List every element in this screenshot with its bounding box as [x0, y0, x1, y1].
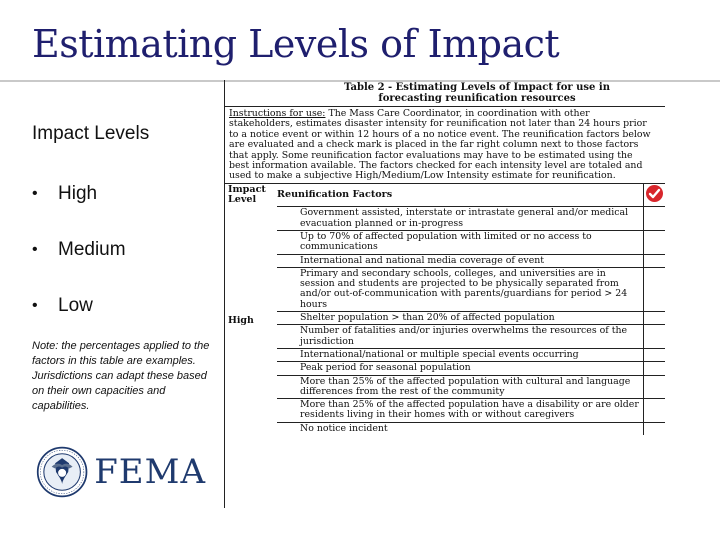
factor-cell: Shelter population > than 20% of affected population: [297, 312, 643, 325]
factor-cell: Number of fatalities and/or injuries overwhelms the resources of the jurisdiction: [297, 325, 643, 349]
check-cell[interactable]: [643, 267, 665, 311]
reunification-factors-table: [225, 184, 665, 435]
bullet-high: [32, 183, 212, 205]
bullet-label: High: [58, 183, 98, 204]
table-row: [225, 362, 665, 375]
check-cell[interactable]: [643, 207, 665, 231]
spacer-cell: [277, 207, 297, 231]
percentages-note: Note: the percentages applied to the factors in this table are examples. Jurisdictions can adapt these based on their own capacities and capabilities.: [32, 340, 210, 412]
table-title: [225, 80, 665, 107]
left-column: [32, 118, 212, 351]
factor-cell: No notice incident: [297, 422, 643, 435]
table-row: [225, 230, 665, 254]
bullet-dot-icon: •: [32, 185, 38, 202]
factor-cell: Peak period for seasonal population: [297, 362, 643, 375]
check-cell[interactable]: [643, 254, 665, 267]
table-title-line: Table 2 - Estimating Levels of Impact for use in: [344, 82, 610, 93]
checkmark-icon: [646, 185, 663, 202]
bullet-dot-icon: •: [32, 241, 38, 258]
table-title-line: forecasting reunification resources: [378, 93, 576, 104]
check-cell[interactable]: [643, 312, 665, 325]
bullet-low: [32, 295, 212, 317]
column-header-reunification-factors: Reunification Factors: [277, 188, 393, 200]
bullet-label: Medium: [58, 239, 126, 260]
dhs-seal-icon: [36, 443, 88, 501]
instructions-lead: Instructions for use:: [229, 108, 326, 119]
impact-levels-heading: Impact Levels: [32, 123, 150, 144]
spacer-cell: [277, 325, 297, 349]
factor-cell: International/national or multiple special events occurring: [297, 348, 643, 361]
table-header-row: [225, 184, 665, 207]
spacer-cell: [277, 267, 297, 311]
spacer-cell: [277, 312, 297, 325]
check-cell[interactable]: [643, 362, 665, 375]
table-row: [225, 312, 665, 325]
spacer-cell: [277, 399, 297, 423]
bullet-dot-icon: •: [32, 297, 38, 314]
spacer-cell: [277, 254, 297, 267]
impact-level-cell: High: [228, 314, 254, 326]
table-row: [225, 375, 665, 399]
impact-table-document: [224, 80, 665, 508]
table-row: [225, 348, 665, 361]
check-cell[interactable]: [643, 230, 665, 254]
instructions-body: The Mass Care Coordinator, in coordination with other stakeholders, estimates disaster intensity for reunification not later than 24 hours prior to a notice event or within 12 hours of a no notice event. The reunification factors below are evaluated and a check mark is placed in the far right column next to those factors that apply. Some reunification factor evaluations may have to be estimated using the best information available. The factors checked for each intensity level are totaled and used to make a subjective High/Medium/Low Intensity estimate for reunification.: [229, 108, 651, 182]
check-cell[interactable]: [643, 325, 665, 349]
fema-wordmark: FEMA: [94, 452, 206, 492]
factor-cell: International and national media coverage of event: [297, 254, 643, 267]
table-row: [225, 207, 665, 231]
check-cell[interactable]: [643, 375, 665, 399]
factor-cell: Primary and secondary schools, colleges, and universities are in session and students are projected to be physically separated from and/or out-of-communication with parents/guardians for period > 24 hours: [297, 267, 643, 311]
spacer-cell: [277, 422, 297, 435]
table-row: [225, 254, 665, 267]
fema-logo: [36, 442, 206, 502]
factor-cell: More than 25% of the affected population have a disability or are older residents living in their homes with or without caregivers: [297, 399, 643, 423]
spacer-cell: [277, 362, 297, 375]
spacer-cell: [277, 348, 297, 361]
table-instructions: [225, 107, 665, 184]
column-header-check: [643, 184, 665, 207]
factor-cell: More than 25% of the affected population with cultural and language differences from the rest of the community: [297, 375, 643, 399]
spacer-cell: [277, 230, 297, 254]
check-cell[interactable]: [643, 348, 665, 361]
factor-cell: Government assisted, interstate or intrastate general and/or medical evacuation planned or in-progress: [297, 207, 643, 231]
factor-cell: Up to 70% of affected population with limited or no access to communications: [297, 230, 643, 254]
table-row: [225, 399, 665, 423]
table-row: [225, 422, 665, 435]
slide-title: Estimating Levels of Impact: [32, 22, 560, 66]
bullet-medium: [32, 239, 212, 261]
spacer-cell: [277, 375, 297, 399]
table-row: [225, 267, 665, 311]
column-header-impact-level: Impact Level: [228, 183, 266, 206]
check-cell[interactable]: [643, 399, 665, 423]
check-cell[interactable]: [643, 422, 665, 435]
table-row: [225, 325, 665, 349]
bullet-label: Low: [58, 295, 93, 316]
